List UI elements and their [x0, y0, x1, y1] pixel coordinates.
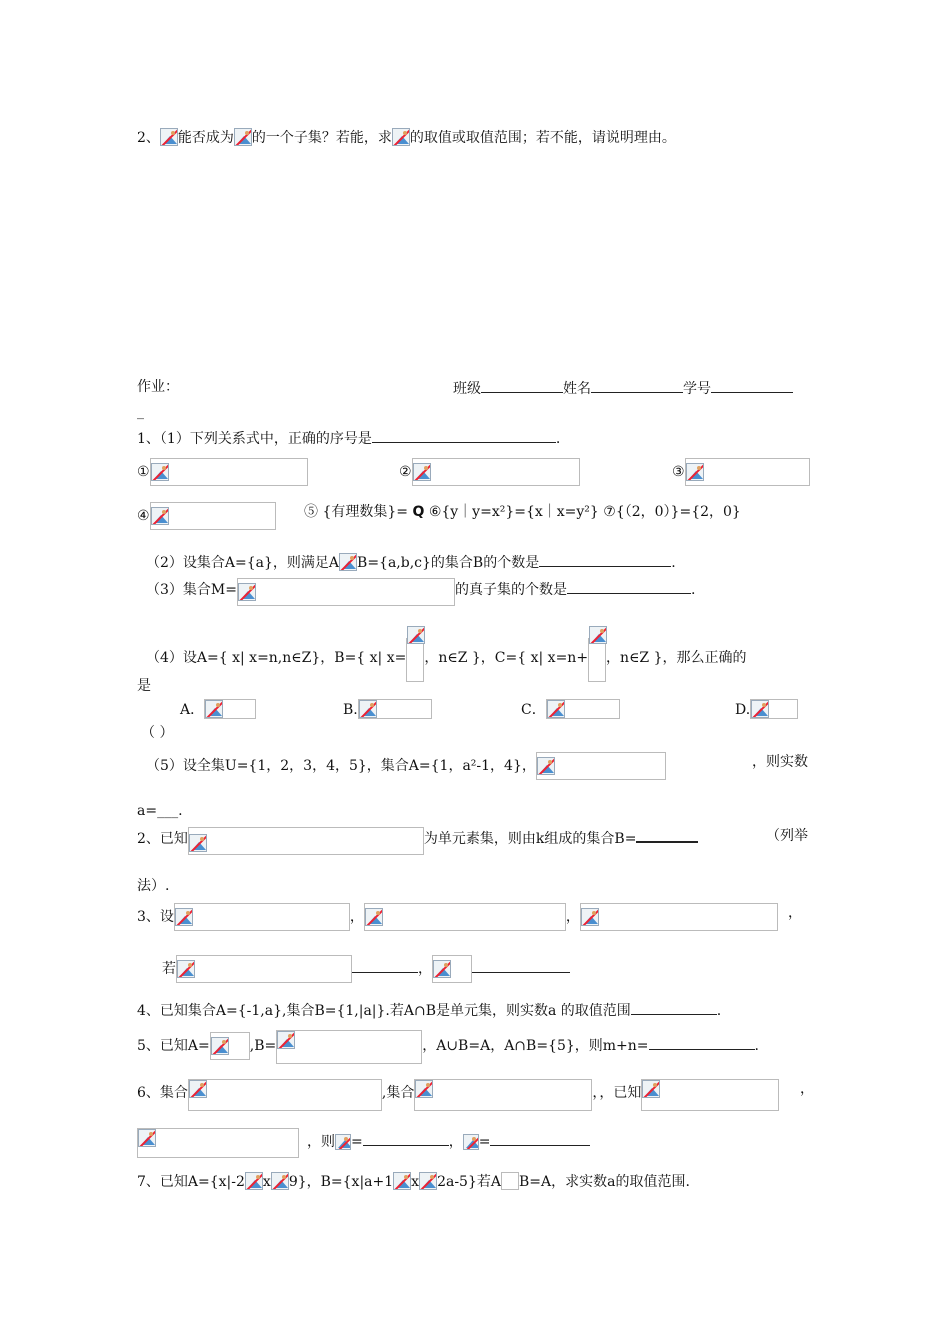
problem-5: 5、已知A= ,B= ，A∪B=A，A∩B={5}，则m+n= .: [137, 1030, 759, 1064]
formula-image-icon: [642, 1080, 660, 1098]
answer-blank[interactable]: [352, 957, 418, 973]
sub-question-5-answer: a=___.: [137, 803, 183, 819]
answer-blank[interactable]: [372, 427, 556, 443]
formula-box: [685, 458, 810, 486]
problem-6-cont: ，则 = ， =: [137, 1128, 590, 1158]
formula-box: [188, 1079, 382, 1111]
formula-box: [150, 458, 308, 486]
formula-image-icon: [151, 463, 169, 481]
class-blank[interactable]: [481, 377, 563, 393]
formula-image-icon: [419, 1172, 437, 1190]
formula-box: [414, 1079, 592, 1111]
formula-image-icon: [189, 834, 207, 852]
problem-2-cont: 法）.: [137, 878, 170, 894]
name-blank[interactable]: [591, 377, 683, 393]
formula-box: [432, 955, 472, 983]
answer-blank[interactable]: [490, 1130, 590, 1146]
formula-image-icon: [463, 1134, 479, 1150]
formula-box: [237, 578, 455, 606]
formula-image-icon: [175, 908, 193, 926]
formula-image-icon: [277, 1031, 295, 1049]
problem-3-cont: 若 ，: [162, 955, 570, 983]
sub-question-5-tail: ，则实数: [752, 754, 808, 770]
problem-1-intro: 1、（1）下列关系式中，正确的序号是 .: [137, 427, 560, 449]
formula-box: [176, 955, 352, 983]
formula-image-icon: [138, 1129, 156, 1147]
answer-blank[interactable]: [539, 551, 671, 567]
formula-image-icon: [581, 908, 599, 926]
formula-image-icon: [211, 1037, 229, 1055]
problem-2-tail: （列举: [766, 828, 808, 844]
option-b[interactable]: B.: [343, 699, 432, 720]
problem-3-comma: ，: [788, 905, 802, 921]
formula-box: [358, 699, 432, 719]
option-a[interactable]: A．: [180, 699, 256, 720]
formula-image-icon: [160, 128, 178, 146]
relation-3: ③: [672, 458, 810, 486]
relation-1: ①: [137, 458, 308, 486]
formula-box: [188, 827, 424, 855]
formula-image-icon: [177, 960, 195, 978]
answer-blank[interactable]: [649, 1034, 755, 1050]
formula-box: [204, 699, 256, 719]
formula-box: [641, 1079, 779, 1111]
formula-placeholder: [501, 1172, 519, 1190]
formula-image-icon: [359, 700, 377, 718]
student-info-line: 班级 姓名 学号: [453, 377, 793, 399]
formula-box: [210, 1032, 250, 1060]
formula-image-icon: [413, 463, 431, 481]
formula-box: [137, 1128, 299, 1158]
student-id-blank[interactable]: [711, 377, 793, 393]
answer-blank[interactable]: [363, 1130, 449, 1146]
sub-question-4: （4）设A={ x| x=n,n∈Z}，B={ x| x= ，n∈Z }，C={ x| x=n+ ，n∈Z }，那么正确的: [146, 638, 747, 682]
formula-image-icon: [589, 626, 607, 644]
answer-blank[interactable]: [567, 578, 691, 594]
relations-5-7: ⑤ {有理数集}= Q ⑥{y｜y=x²}={x｜x=y²} ⑦{（2，0）}={2，0}: [304, 504, 741, 520]
homework-title: 作业：: [137, 379, 179, 395]
answer-blank[interactable]: [472, 957, 570, 973]
formula-image-icon: [392, 128, 410, 146]
relation-4: ④: [137, 502, 276, 530]
problem-2: 2、已知 为单元素集，则由k组成的集合B=: [137, 826, 698, 855]
formula-image-icon: [415, 1080, 433, 1098]
formula-box: [150, 502, 276, 530]
fraction-box: [588, 638, 606, 682]
problem-6: 6、集合 ,集合 ，，已知: [137, 1079, 779, 1111]
formula-image-icon: [335, 1134, 351, 1150]
formula-box: [276, 1030, 422, 1064]
problem-4: 4、已知集合A={-1,a},集合B={1,|a|}.若A∩B是单元集，则实数a 的取值范围 .: [137, 999, 721, 1021]
formula-box: [174, 903, 350, 931]
problem-7: 7、已知A={x|-2 x 9}，B={x|a+1 x 2a-5}若A B=A，求实数a的取值范围.: [137, 1174, 690, 1190]
sub-question-2: （2）设集合A={a}，则满足A B={a,b,c}的集合B的个数是 .: [146, 551, 676, 573]
formula-image-icon: [537, 757, 555, 775]
question-2-top: 2、 能否成为 的一个子集？若能，求 的取值或取值范围；若不能，请说明理由。: [137, 130, 676, 146]
formula-image-icon: [686, 463, 704, 481]
formula-image-icon: [271, 1172, 289, 1190]
answer-blank[interactable]: [631, 999, 717, 1015]
formula-image-icon: [205, 700, 223, 718]
formula-image-icon: [151, 507, 169, 525]
formula-box: [580, 903, 778, 931]
formula-image-icon: [365, 908, 383, 926]
formula-image-icon: [339, 553, 357, 571]
formula-image-icon: [245, 1172, 263, 1190]
formula-image-icon: [393, 1172, 411, 1190]
formula-image-icon: [407, 626, 425, 644]
formula-box: [546, 699, 620, 719]
formula-box: [750, 699, 798, 719]
formula-box: [412, 458, 580, 486]
option-c[interactable]: C．: [521, 699, 620, 720]
formula-box: [364, 903, 566, 931]
problem-6-comma: ，: [800, 1081, 814, 1097]
relation-2: ②: [399, 458, 580, 486]
option-d[interactable]: D.: [735, 699, 798, 720]
formula-image-icon: [433, 960, 451, 978]
formula-box: [536, 752, 666, 780]
fraction-box: [406, 638, 424, 682]
formula-image-icon: [751, 700, 769, 718]
formula-image-icon: [238, 583, 256, 601]
formula-image-icon: [547, 700, 565, 718]
sub-question-4-cont: 是: [137, 678, 151, 694]
formula-image-icon: [234, 128, 252, 146]
sub-question-3: （3）集合M= 的真子集的个数是 .: [146, 578, 695, 606]
formula-image-icon: [189, 1080, 207, 1098]
answer-blank[interactable]: [636, 826, 698, 843]
header-trail: _: [137, 404, 144, 420]
sub-question-5: （5）设全集U={1，2，3，4，5}，集合A={1，a²-1，4}，: [146, 752, 666, 780]
problem-3: 3、设 ， ，: [137, 903, 778, 931]
answer-parens: （ ）: [141, 725, 174, 741]
